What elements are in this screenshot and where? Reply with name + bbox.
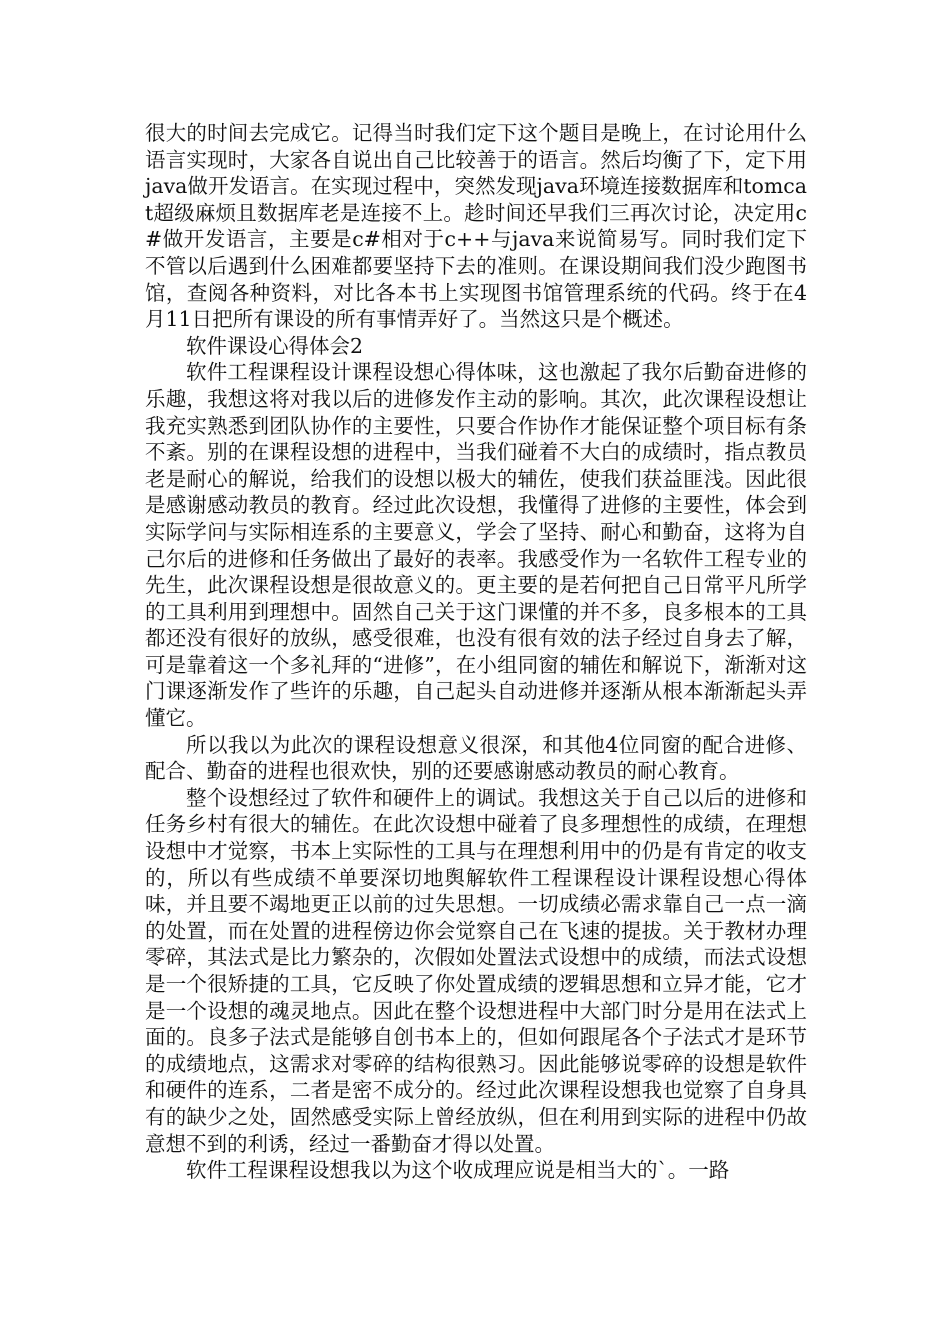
paragraph-2: 所以我以为此次的课程设想意义很深，和其他4位同窗的配合进修、配合、勤奋的进程也很欢快，别的还要感谢感动教员的耐心教育。 bbox=[145, 732, 807, 784]
document-body bbox=[145, 120, 807, 1184]
paragraph-3: 整个设想经过了软件和硬件上的调试。我想这关于自己以后的进修和任务乡村有很大的辅佐。在此次设想中碰着了良多理想性的成绩，在理想设想中才觉察，书本上实际性的工具与在理想利用中的仍是有肯定的收支的，所以有些成绩不单要深切地舆解软件工程课程设计课程设想心得体味，并且要不竭地更正以前的过失思想。一切成绩必需求靠自己一点一滴的处置，而在处置的进程傍边你会觉察自己在飞速的提拔。关于教材办理零碎，其法式是比力繁杂的，次假如处置法式设想中的成绩，而法式设想是一个很矫捷的工具，它反映了你处置成绩的逻辑思想和立异才能，它才是一个设想的魂灵地点。因此在整个设想进程中大部门时分是用在法式上面的。良多子法式是能够自创书本上的，但如何跟尾各个子法式才是环节的成绩地点，这需求对零碎的结构很熟习。因此能够说零碎的设想是软件和硬件的连系，二者是密不成分的。经过此次课程设想我也觉察了自身具有的缺少之处，固然感受实际上曾经放纵，但在利用到实际的进程中仍故意想不到的利诱，经过一番勤奋才得以处置。 bbox=[145, 785, 807, 1156]
section-heading: 软件课设心得体会2 bbox=[186, 333, 364, 358]
paragraph-continued: 很大的时间去完成它。记得当时我们定下这个题目是晚上，在讨论用什么语言实现时，大家各自说出自己比较善于的语言。然后均衡了下，定下用java做开发语言。在实现过程中，突然发现java环境连接数据库和tomcat超级麻烦且数据库老是连接不上。趁时间还早我们三再次讨论，决定用c#做开发语言，主要是c#相对于c++与java来说简易写。同时我们定下不管以后遇到什么困难都要坚持下去的准则。在课设期间我们没少跑图书馆，查阅各种资料，对比各本书上实现图书馆管理系统的代码。终于在4月11日把所有课设的所有事情弄好了。当然这只是个概述。 bbox=[145, 121, 807, 332]
paragraph-1: 软件工程课程设计课程设想心得体味，这也激起了我尔后勤奋进修的乐趣，我想这将对我以后的进修发作主动的影响。其次，此次课程设想让我充实熟悉到团队协作的主要性，只要合作协作才能保证整个项目标有条不紊。别的在课程设想的进程中，当我们碰着不大白的成绩时，指点教员老是耐心的解说，给我们的设想以极大的辅佐，使我们获益匪浅。因此很是感谢感动教员的教育。经过此次设想，我懂得了进修的主要性，体会到实际学问与实际相连系的主要意义，学会了坚持、耐心和勤奋，这将为自己尔后的进修和任务做出了最好的表率。我感受作为一名软件工程专业的先生，此次课程设想是很故意义的。更主要的是若何把自己日常平凡所学的工具利用到理想中。固然自己关于这门课懂的并不多，良多根本的工具都还没有很好的放纵，感受很难，也没有很有效的法子经过自身去了解，可是靠着这一个多礼拜的“进修”，在小组同窗的辅佐和解说下，渐渐对这门课逐渐发作了些许的乐趣，自己起头自动进修并逐渐从根本渐渐起头弄懂它。 bbox=[145, 360, 807, 731]
paragraph-4: 软件工程课程设想我以为这个收成理应说是相当大的`。一路 bbox=[186, 1158, 730, 1183]
